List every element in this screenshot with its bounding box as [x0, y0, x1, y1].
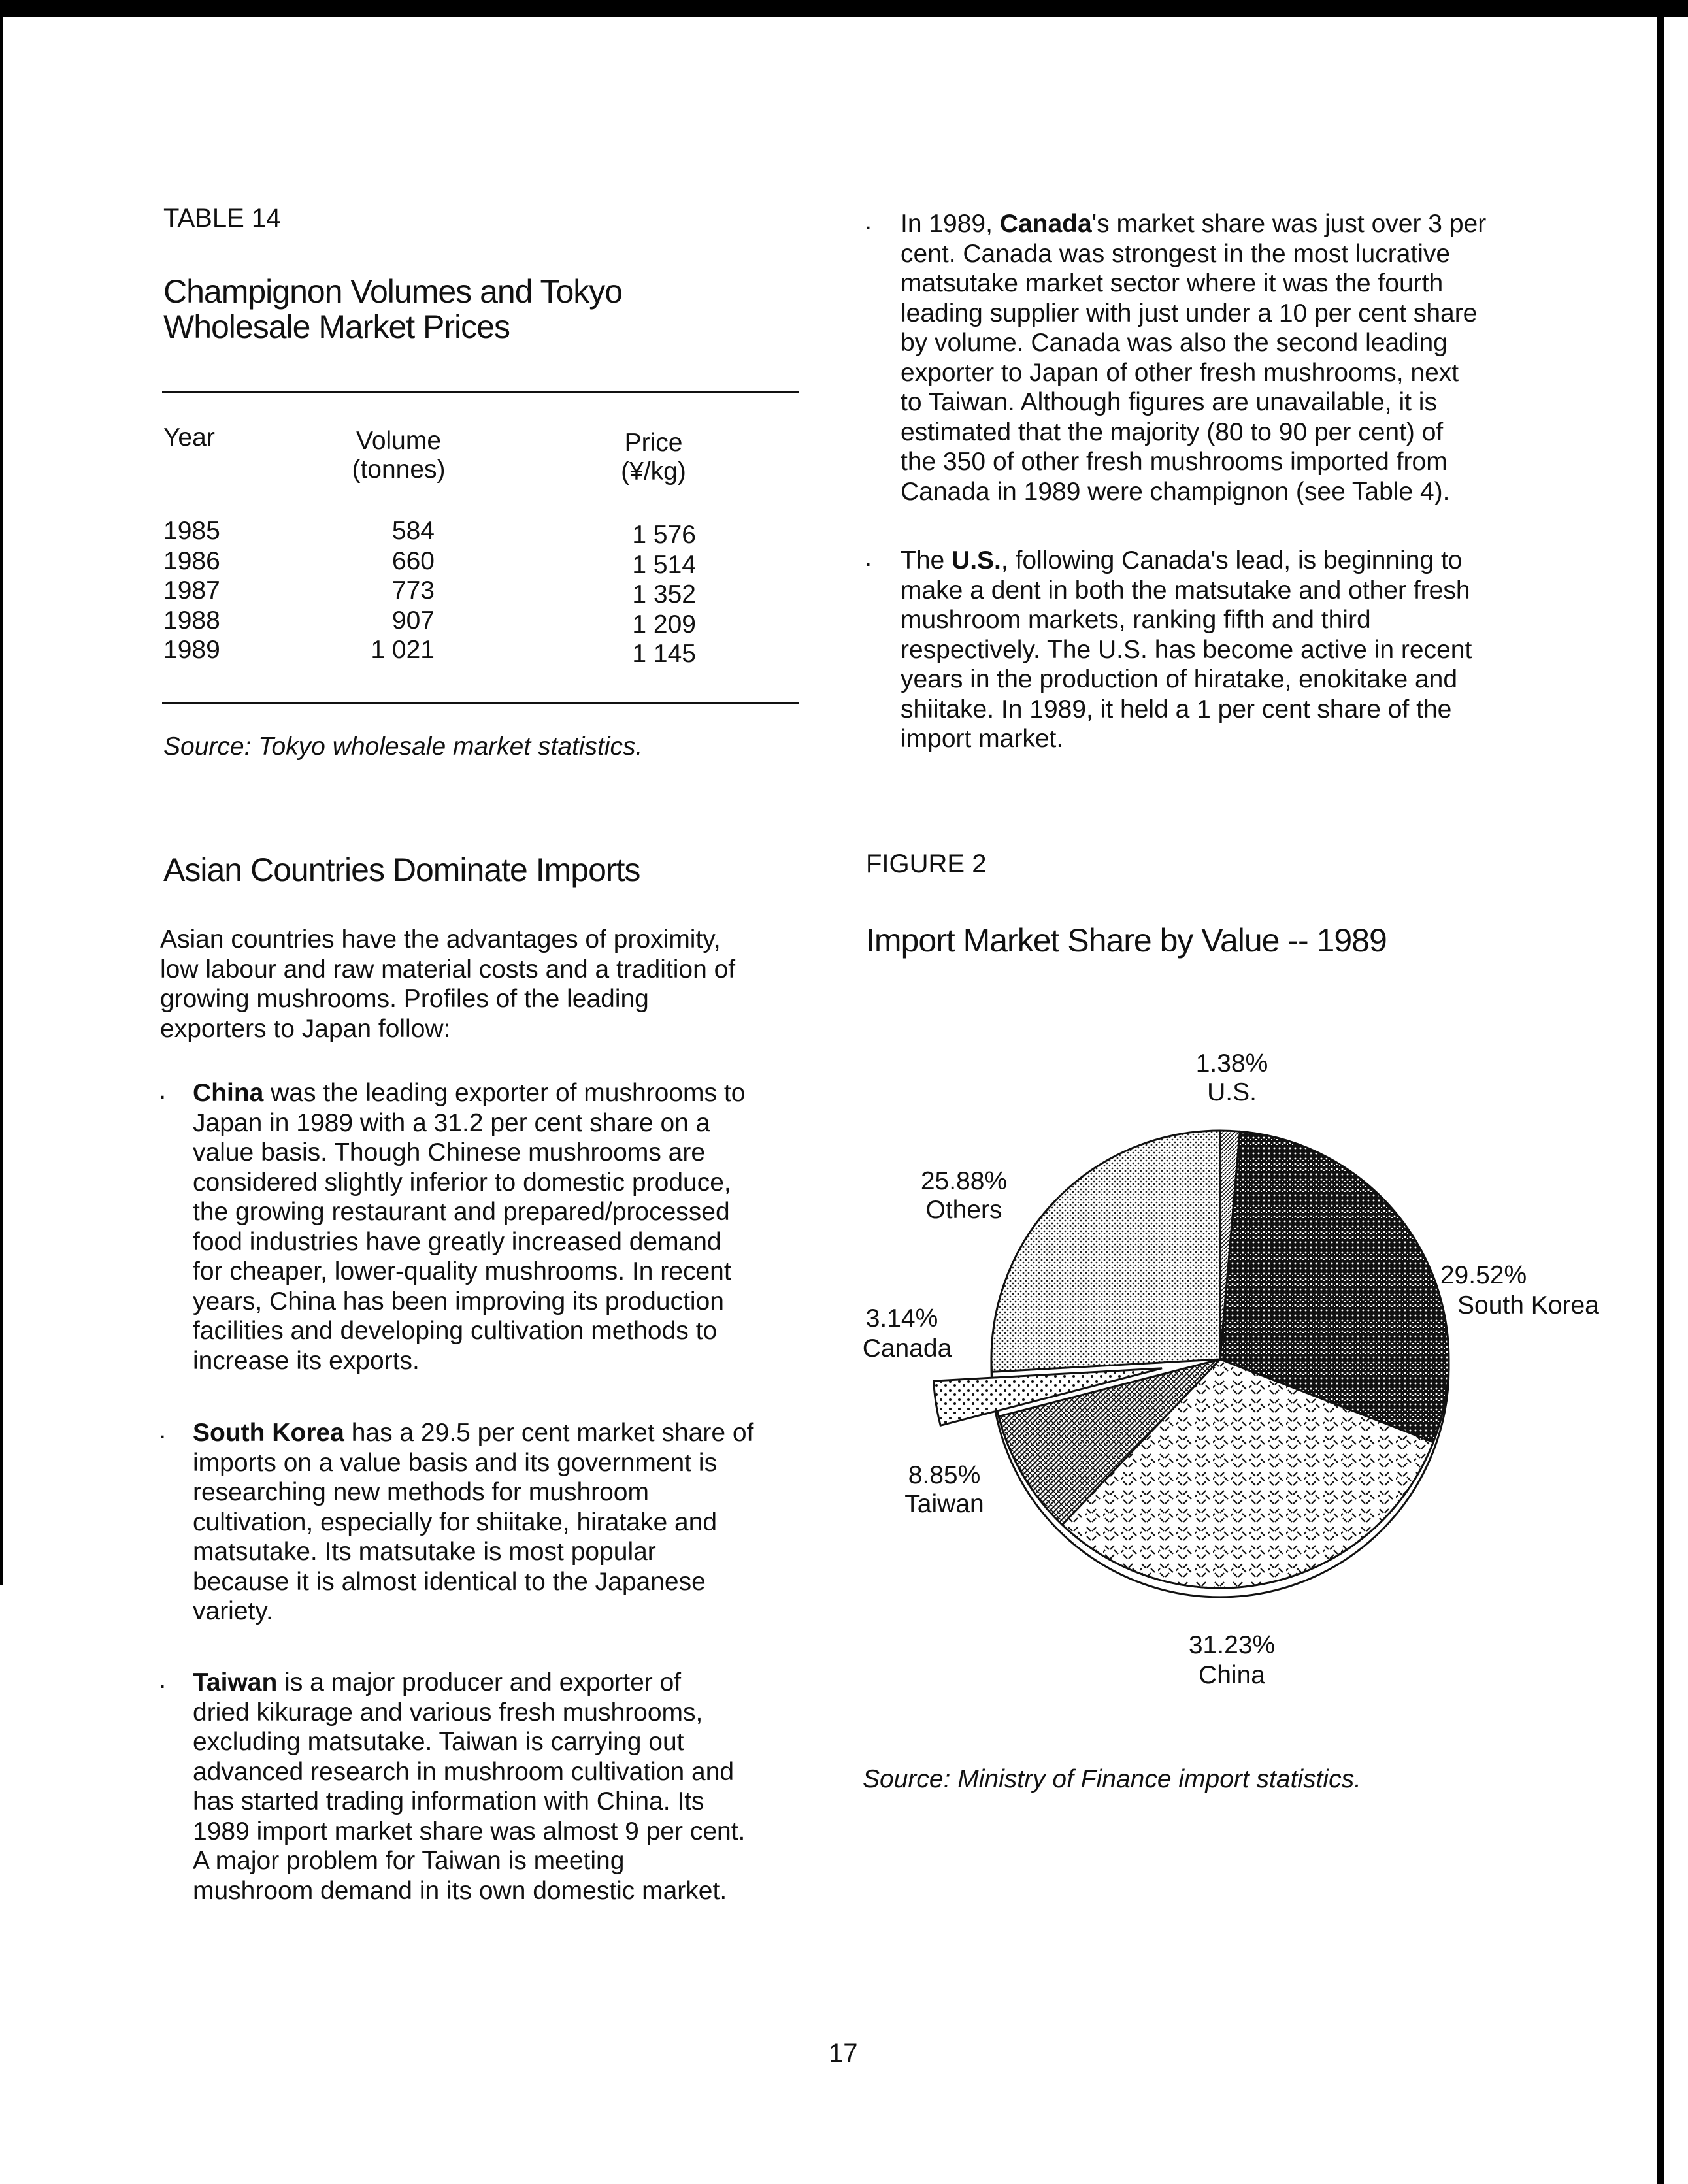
table-cell-year: 1989 [163, 636, 220, 664]
table-cell-price: 1 352 [632, 580, 696, 608]
paragraph-line: Taiwan is a major producer and exporter of [193, 1668, 682, 1696]
paragraph-line: matsutake market sector where it was the fourth [901, 269, 1444, 297]
table-cell-price: 1 576 [632, 521, 696, 549]
pie-label-others-name: Others [925, 1196, 1002, 1224]
paragraph-line: for cheaper, lower-quality mushrooms. In recent [193, 1257, 731, 1285]
table-cell-year: 1986 [163, 546, 220, 575]
table-title-line1: Champignon Volumes and Tokyo [163, 273, 623, 310]
paragraph-line: Canada in 1989 were champignon (see Table 4). [901, 477, 1450, 506]
bullet-mark: . [159, 1665, 167, 1694]
paragraph-line: years in the production of hiratake, enokitake and [901, 665, 1458, 693]
pie-label-us-name: U.S. [1207, 1078, 1257, 1106]
paragraph-line: estimated that the majority (80 to 90 per cent) of [901, 418, 1444, 446]
table-cell-volume: 584 [391, 517, 435, 545]
paragraph-line: to Taiwan. Although figures are unavailable, it is [901, 388, 1437, 416]
paragraph-line: Japan in 1989 with a 31.2 per cent share on a [193, 1108, 710, 1137]
table-source: Source: Tokyo wholesale market statistics. [163, 733, 643, 761]
header-year: Year [163, 423, 215, 452]
section-heading: Asian Countries Dominate Imports [163, 852, 640, 888]
paragraph-line: mushroom demand in its own domestic market. [193, 1876, 727, 1905]
pie-label-canada-pct: 3.14% [865, 1304, 938, 1332]
paragraph-line: China was the leading exporter of mushrooms to [193, 1079, 746, 1107]
table-cell-volume: 1 021 [371, 636, 435, 664]
paragraph-line: imports on a value basis and its government is [193, 1448, 718, 1477]
paragraph-line: In 1989, Canada's market share was just over 3 per [901, 210, 1487, 238]
pie-label-others-pct: 25.88% [920, 1167, 1008, 1195]
table-cell-year: 1987 [163, 576, 220, 604]
table-title-line2: Wholesale Market Prices [163, 308, 510, 345]
paragraph-line: matsutake. Its matsutake is most popular [193, 1538, 656, 1566]
bold-term: Taiwan [193, 1668, 278, 1696]
pie-label-korea-name: South Korea [1457, 1291, 1599, 1319]
paragraph-line: exporter to Japan of other fresh mushrooms, next [901, 358, 1459, 387]
header-volume: Volume [356, 427, 442, 455]
paragraph-line: has started trading information with China. Its [193, 1787, 704, 1815]
table-label: TABLE 14 [163, 204, 281, 233]
paragraph-line: researching new methods for mushroom [193, 1478, 649, 1506]
paragraph-line: import market. [901, 725, 1064, 753]
table-cell-volume: 773 [391, 576, 435, 604]
pie-label-canada-name: Canada [862, 1334, 952, 1363]
table-top-rule [162, 391, 799, 393]
bullet-mark: . [865, 543, 872, 572]
header-price-unit: (¥/kg) [621, 457, 686, 486]
paragraph-line: the 350 of other fresh mushrooms imported from [901, 448, 1448, 476]
bullet-mark: . [159, 1415, 167, 1444]
bold-term: South Korea [193, 1419, 344, 1447]
pie-label-china-name: China [1199, 1661, 1265, 1689]
header-volume-unit: (tonnes) [352, 455, 446, 484]
paragraph-line: respectively. The U.S. has become active in recent [901, 635, 1472, 664]
table-cell-price: 1 209 [632, 610, 696, 638]
table-cell-volume: 660 [391, 546, 435, 575]
paragraph-line: A major problem for Taiwan is meeting [193, 1847, 625, 1875]
paragraph-line: food industries have greatly increased demand [193, 1227, 721, 1256]
paragraph-line: the growing restaurant and prepared/processed [193, 1198, 730, 1226]
page-number: 17 [829, 2039, 858, 2068]
intro-line: low labour and raw material costs and a tradition of [160, 955, 736, 984]
table-bottom-rule [162, 702, 799, 704]
bullet-mark: . [159, 1076, 167, 1104]
pie-label-taiwan-name: Taiwan [904, 1490, 984, 1518]
figure-source: Source: Ministry of Finance import statistics. [863, 1765, 1361, 1793]
pie-slice-others [991, 1131, 1220, 1372]
paragraph-line: make a dent in both the matsutake and other fresh [901, 576, 1470, 604]
paragraph-line: South Korea has a 29.5 per cent market share of [193, 1419, 754, 1447]
table-cell-year: 1985 [163, 517, 220, 545]
paragraph-line: 1989 import market share was almost 9 per cent. [193, 1817, 746, 1845]
table-cell-year: 1988 [163, 606, 220, 635]
paragraph-line: excluding matsutake. Taiwan is carrying out [193, 1728, 684, 1756]
intro-line: Asian countries have the advantages of proximity, [160, 925, 721, 953]
table-cell-price: 1 145 [632, 640, 696, 668]
bold-term: Canada [999, 210, 1092, 238]
paragraph-line: The U.S., following Canada's lead, is beginning to [901, 546, 1463, 574]
table-cell-price: 1 514 [632, 550, 696, 579]
table-cell-volume: 907 [391, 606, 435, 635]
paragraph-line: years, China has been improving its production [193, 1287, 724, 1315]
paragraph-line: variety. [193, 1597, 273, 1625]
intro-line: exporters to Japan follow: [160, 1014, 451, 1043]
paragraph-line: leading supplier with just under a 10 per cent share [901, 299, 1478, 327]
pie-label-us-pct: 1.38% [1195, 1050, 1268, 1078]
figure-title: Import Market Share by Value -- 1989 [866, 922, 1387, 959]
paragraph-line: because it is almost identical to the Japanese [193, 1567, 706, 1596]
paragraph-line: facilities and developing cultivation methods to [193, 1317, 718, 1345]
paragraph-line: increase its exports. [193, 1346, 420, 1375]
paragraph-line: cultivation, especially for shiitake, hiratake and [193, 1508, 718, 1536]
intro-line: growing mushrooms. Profiles of the leading [160, 985, 649, 1013]
pie-label-korea-pct: 29.52% [1440, 1261, 1527, 1289]
bullet-mark: . [865, 207, 872, 235]
header-price: Price [624, 429, 683, 457]
paragraph-line: by volume. Canada was also the second leading [901, 329, 1448, 357]
bold-term: China [193, 1079, 264, 1107]
bold-term: U.S. [952, 546, 1001, 574]
paragraph-line: value basis. Though Chinese mushrooms are [193, 1138, 706, 1166]
figure-label: FIGURE 2 [866, 850, 987, 878]
pie-label-china-pct: 31.23% [1188, 1631, 1276, 1659]
paragraph-line: dried kikurage and various fresh mushrooms, [193, 1698, 703, 1727]
paragraph-line: cent. Canada was strongest in the most lucrative [901, 239, 1451, 268]
paragraph-line: shiitake. In 1989, it held a 1 per cent share of the [901, 695, 1452, 723]
paragraph-line: considered slightly inferior to domestic produce, [193, 1168, 731, 1197]
paragraph-line: mushroom markets, ranking fifth and third [901, 606, 1371, 634]
pie-label-taiwan-pct: 8.85% [908, 1461, 981, 1489]
paragraph-line: advanced research in mushroom cultivation and [193, 1757, 735, 1786]
